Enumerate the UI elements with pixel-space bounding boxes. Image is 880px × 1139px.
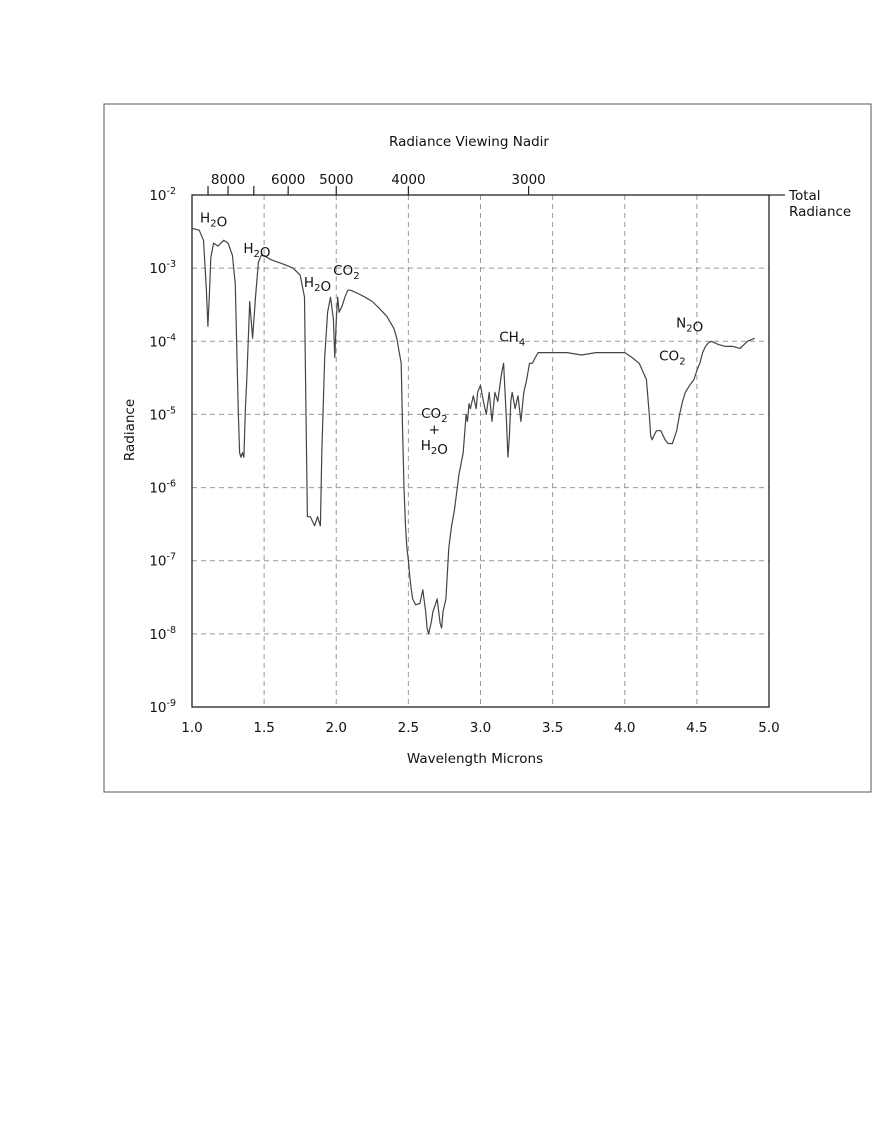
y-tick-label: $10^{-7}$: [149, 551, 176, 570]
y-tick-label: $10^{-9}$: [149, 698, 176, 716]
x-tick-label: 2.5: [397, 720, 420, 736]
annotation-ch4: $CH_4$: [499, 329, 526, 349]
annotation-co2-h2o: $H_2O$: [420, 437, 448, 458]
y-tick-label: $10^{-6}$: [149, 478, 176, 497]
top-tick-label: 5000: [319, 172, 354, 188]
x-tick-label: 2.0: [325, 720, 347, 736]
x-tick-label: 3.5: [541, 720, 564, 736]
x-axis-ticks: [181, 720, 779, 736]
series-label-total-radiance: Total Radiance: [789, 188, 852, 220]
x-tick-label: 5.0: [758, 720, 780, 736]
chart-title: Radiance Viewing Nadir: [389, 134, 549, 150]
x-tick-label: 1.0: [181, 720, 203, 736]
annotation-n2o: $N_2O$: [676, 315, 704, 336]
y-tick-label: $10^{-5}$: [149, 405, 176, 424]
y-tick-label: $10^{-3}$: [149, 259, 176, 278]
x-tick-label: 1.5: [253, 720, 275, 736]
chart-border: [104, 104, 871, 792]
annotation-co2-1: $CO_2$: [333, 263, 360, 283]
x-tick-label: 4.0: [614, 720, 636, 736]
annotation-co2-2: $CO_2$: [659, 348, 686, 368]
y-tick-label: $10^{-8}$: [149, 624, 176, 643]
annotation-co2-h2o: +: [428, 421, 440, 438]
top-tick-label: 3000: [511, 172, 546, 188]
y-axis-label: Radiance: [122, 398, 138, 462]
annotation-h2o-3: $H_2O$: [303, 275, 332, 296]
x-tick-label: 3.0: [469, 720, 492, 736]
top-tick-label: 4000: [391, 172, 426, 188]
annotation-h2o-2: $H_2O$: [243, 241, 271, 262]
y-tick-label: $10^{-4}$: [149, 332, 176, 351]
y-tick-label: $10^{-2}$: [149, 186, 176, 204]
x-axis-label: Wavelength Microns: [406, 751, 544, 767]
top-tick-label: 6000: [270, 172, 306, 188]
x-tick-label: 4.5: [686, 720, 708, 736]
annotation-co2-h2o: $CO_2$: [421, 405, 448, 425]
top-tick-label: 8000: [210, 172, 246, 188]
annotation-h2o-1: $H_2O$: [200, 210, 228, 231]
